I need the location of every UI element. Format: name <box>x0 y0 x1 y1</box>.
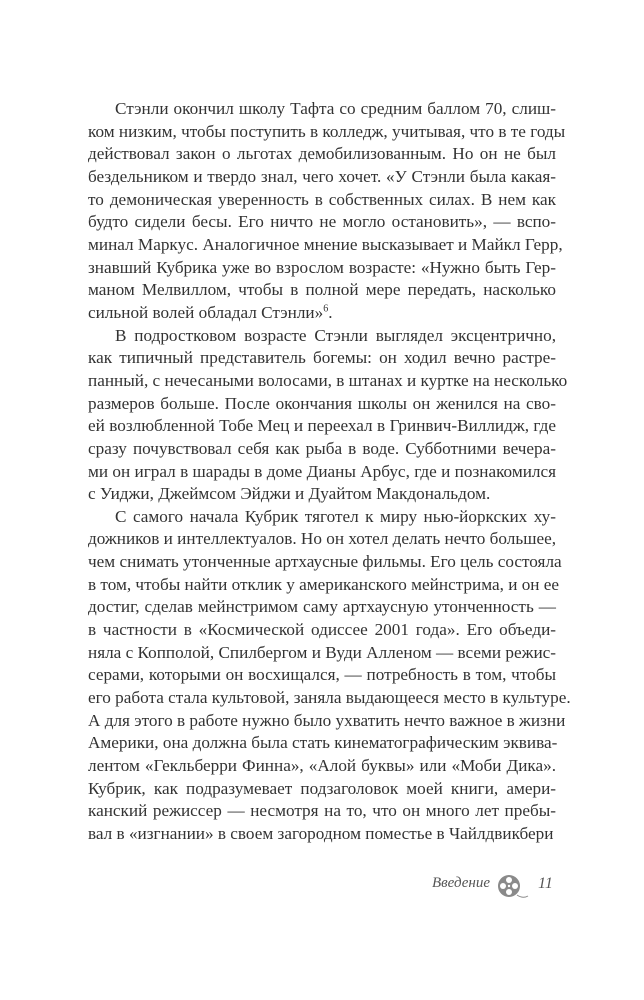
paragraph <box>88 98 566 325</box>
page-number: 11 <box>538 875 553 892</box>
text-line: в частности в «Космической одиссее 2001 года». Его объеди- <box>88 620 556 640</box>
text-line: будто сидели бесы. Его ничто не могло остановить», — вспо- <box>88 212 556 232</box>
paragraph <box>88 325 568 506</box>
text-line: действовал закон о льготах демобилизованным. Но он не был <box>88 144 556 164</box>
text-line: в том, чтобы найти отклик у американского мейнстрима, и он ее <box>88 574 560 594</box>
text-line: ми он играл в шарады в доме Дианы Арбус, где и познакомился <box>88 461 556 481</box>
text-line: размеров больше. После окончания школы он женился на сво- <box>88 393 556 413</box>
body-text <box>88 98 571 846</box>
text-line: его работа стала культовой, заняла выдающееся место в культуре. <box>88 688 571 708</box>
text-line: канский режиссер — несмотря на то, что он много лет пребы- <box>88 801 556 821</box>
text-line: сильной волей обладал Стэнли»$^6$. <box>88 302 333 322</box>
footnote-marker: 6 <box>323 303 329 315</box>
text-line: А для этого в работе нужно было ухватить нечто важное в жизни <box>88 710 566 730</box>
page-footer <box>0 872 644 902</box>
text-line: серами, которыми он восхищался, — потребность в том, чтобы <box>88 665 556 685</box>
punctuation: . <box>328 302 333 322</box>
text-line: С самого начала Кубрик тяготел к миру нью-йоркских ху- <box>115 506 556 526</box>
text-line: знавший Кубрика уже во взрослом возрасте: «Нужно быть Гер- <box>88 257 556 277</box>
text-line: панный, с нечесаными волосами, в штанах и куртке на несколько <box>88 370 568 390</box>
text-line: дожников и интеллектуалов. Но он хотел делать нечто большее, <box>88 529 556 549</box>
text-line: Америки, она должна была стать кинематографическим эквива- <box>88 733 558 753</box>
text-line: достиг, сделав мейнстримом саму артхаусную утонченность — <box>88 597 556 617</box>
text-line: чем снимать утонченные артхаусные фильмы. Его цель состояла <box>88 552 562 572</box>
running-title: Введение <box>432 875 490 891</box>
film-reel-icon <box>497 874 531 900</box>
text-line: маном Мелвиллом, чтобы в полной мере передать, насколько <box>88 280 556 300</box>
text-line: няла с Копполой, Спилбергом и Вуди Алленом — всеми режис- <box>88 642 556 662</box>
text-line: вал в «изгнании» в своем загородном поместье в Чайлдвикбери <box>88 824 554 843</box>
paragraph <box>88 506 571 846</box>
text-line: Стэнли окончил школу Тафта со средним баллом 70, слиш- <box>115 99 556 118</box>
text-line: Кубрик, как подразумевает подзаголовок моей книги, амери- <box>88 778 556 798</box>
text-line: минал Маркус. Аналогичное мнение высказывает и Майкл Герр, <box>88 234 563 254</box>
text-line: сразу почувствовал себя как рыба в воде. Субботними вечера- <box>88 438 556 458</box>
text-line: ей возлюбленной Тобе Мец и переехал в Гринвич-Виллидж, где <box>88 416 556 436</box>
text-line: с Уиджи, Джеймсом Эйджи и Дуайтом Макдональдом. <box>88 484 491 504</box>
text-line: ком низким, чтобы поступить в колледж, учитывая, что в те годы <box>88 121 566 141</box>
text-line: В подростковом возрасте Стэнли выглядел эксцентрично, <box>115 325 556 345</box>
text-line: то демоническая уверенность в собственных силах. В нем как <box>88 189 556 209</box>
text-line: бездельником и твердо знал, чего хочет. «У Стэнли была какая- <box>88 166 556 186</box>
text-line: как типичный представитель богемы: он ходил вечно растре- <box>88 348 556 368</box>
text-line: лентом «Гекльберри Финна», «Алой буквы» или «Моби Дика». <box>88 756 556 776</box>
